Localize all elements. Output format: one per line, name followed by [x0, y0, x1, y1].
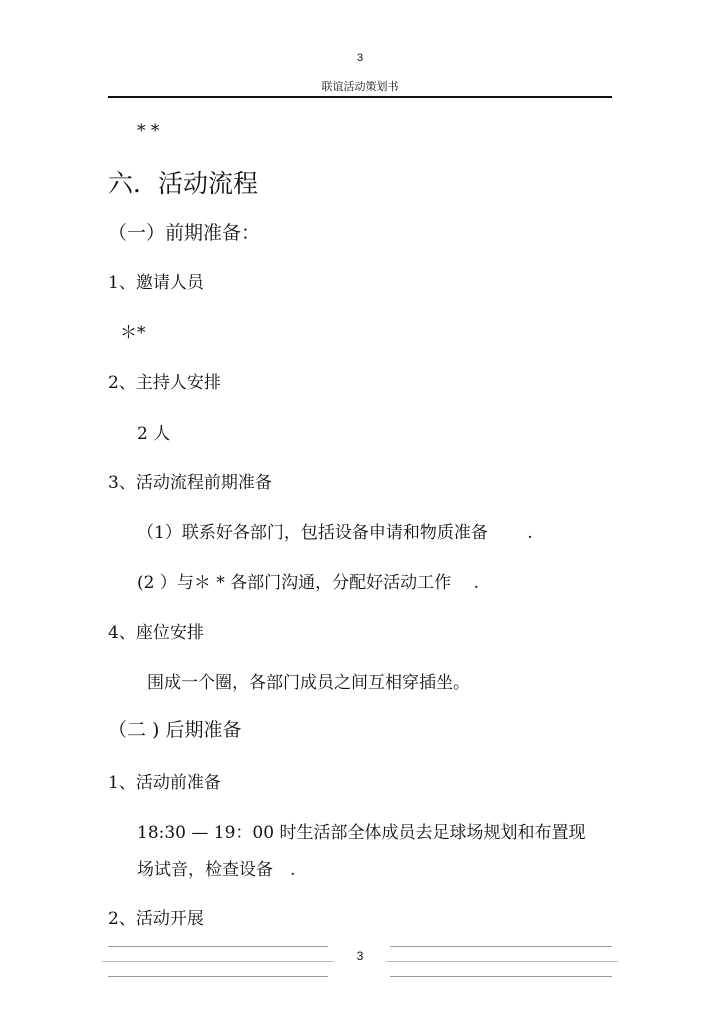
- footer-rule-right-middle: [386, 961, 618, 962]
- item3-paragraph-1: （1）联系好各部门，包括设备申请和物质准备 .: [137, 523, 533, 543]
- item4-value: 围成一个圈，各部门成员之间互相穿插坐。: [147, 673, 470, 693]
- footer-rule-left-bottom: [108, 976, 328, 977]
- header-rule: [108, 96, 612, 98]
- header-title: 联谊活动策划书: [321, 80, 399, 93]
- item1-label: 1、邀请人员: [108, 273, 204, 293]
- section-title: 六．活动流程: [108, 169, 259, 198]
- item2-value: 2 人: [137, 424, 171, 444]
- item1-value: ＊*: [120, 323, 146, 343]
- item3-paragraph-2: (2 ）与＊ * 各部门沟通，分配好活动工作 .: [137, 573, 479, 593]
- footer-rule-left-top: [108, 946, 328, 947]
- subsection-title-2: （二 ) 后期准备: [108, 719, 242, 741]
- sub2-item1-label: 1、活动前准备: [108, 773, 221, 793]
- stars-top: * *: [137, 121, 160, 141]
- header-page-number: 3: [356, 52, 364, 64]
- sub2-item1-line-1: 18:30 — 19：00 时生活部全体成员去足球场规划和布置现: [137, 823, 586, 843]
- item3-label: 3、活动流程前期准备: [108, 473, 272, 493]
- footer-rule-right-top: [390, 946, 612, 947]
- footer-rule-right-bottom: [390, 976, 612, 977]
- item4-label: 4、座位安排: [108, 623, 204, 643]
- footer-page-number: 3: [356, 949, 364, 963]
- item2-label: 2、主持人安排: [108, 373, 221, 393]
- sub2-item2-label: 2、活动开展: [108, 909, 204, 929]
- subsection-title-1: （一）前期准备：: [108, 222, 261, 244]
- sub2-item1-line-2: 场试音，检查设备 .: [137, 860, 296, 880]
